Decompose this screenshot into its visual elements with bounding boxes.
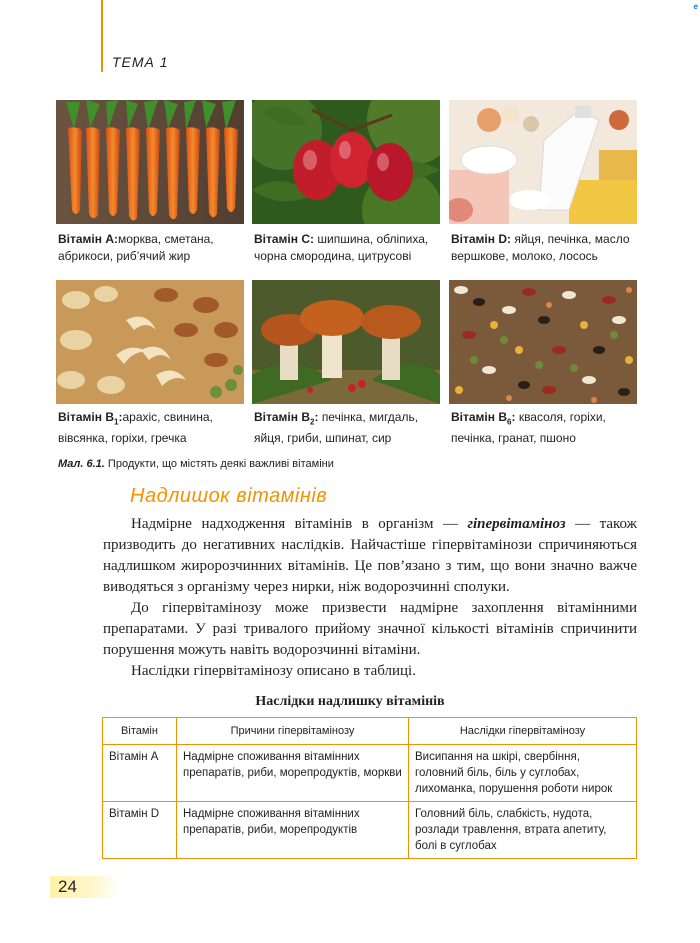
table-row [103, 802, 637, 859]
dairy-photo [449, 100, 637, 224]
table-title: Наслідки надлишку вітамінів [255, 694, 445, 709]
table-cell: Головний біль, слабкість, нудота, розлади травлення, втрата апетиту, болі в суглобах [409, 802, 637, 859]
table-header: Наслідки гіпервітамінозу [409, 718, 637, 745]
table-row [103, 745, 637, 802]
caption-vitamin-b6: Вітамін $B_6$: квасоля, горіхи, печінка, гранат, пшоно [451, 410, 606, 446]
vitamin-table [102, 717, 637, 859]
theme-label: ТЕМА 1 [112, 54, 169, 70]
carrots-photo [56, 100, 244, 224]
figure-caption: Мал. 6.1. Продукти, що містять деякі важливі вітаміни [58, 458, 334, 470]
page-number: 24 [58, 877, 77, 896]
paragraph-3: Наслідки гіпервітамінозу описано в таблиці. [131, 663, 416, 679]
table-cell: Надмірне споживання вітамінних препаратів, риби, морепродуктів [177, 802, 409, 859]
header-accent-rule [101, 0, 103, 72]
section-title: Надлишок вітамінів [130, 485, 328, 507]
caption-vitamin-b1: Вітамін $B_1:арахіс$, свинина, вівсянка, горіхи, гречка [58, 410, 213, 446]
table-header: Причини гіпервітамінозу [177, 718, 409, 745]
caption-vitamin-b2: Вітамін $B_2$: печінка, мигдаль, яйця, гриби, шпинат, сир [254, 410, 419, 446]
publisher-logo: e [693, 2, 698, 11]
legumes-photo [449, 280, 637, 404]
paragraph-2: До гіпервітамінозу може призвести надмірне захоплення вітамінними препаратами. У разі тривалого прийому значної кількості вітамінів спричинити порушення можуть навіть водорозчинні вітаміни. [103, 600, 637, 658]
body-text [103, 514, 637, 682]
page-number-tab [50, 876, 120, 898]
table-header-row [103, 718, 637, 745]
table-cell: Вітамін D [103, 802, 177, 859]
nuts-photo [56, 280, 244, 404]
table-cell: Висипання на шкірі, свербіння, головний біль, біль у суглобах, лихоманка, порушення роботи нирок [409, 745, 637, 802]
table-header: Вітамін [103, 718, 177, 745]
mushrooms-photo [252, 280, 440, 404]
rosehip-photo [252, 100, 440, 224]
paragraph-1: Надмірне надходження вітамінів в організм — гіпервітаміноз — також призводить до негативних наслідків. Найчастіше гіпервітамінози спричиняються надлишком жиророзчинних вітамінів. Це пов’язано з тим, що вони значно важче виводяться з організму через нирки, ніж водорозчинні сполуки. [103, 516, 637, 595]
table-cell: Надмірне споживання вітамінних препаратів, риби, морепродуктів, моркви [177, 745, 409, 802]
caption-vitamin-a: Вітамін A:морква, сметана, абрикоси, риб’ячий жир [58, 232, 214, 263]
table-cell: Вітамін A [103, 745, 177, 802]
caption-vitamin-c: Вітамін C: шипшина, обліпиха, чорна смородина, цитрусові [254, 232, 429, 263]
caption-vitamin-d: Вітамін D: яйця, печінка, масло вершкове, молоко, лосось [451, 232, 630, 263]
